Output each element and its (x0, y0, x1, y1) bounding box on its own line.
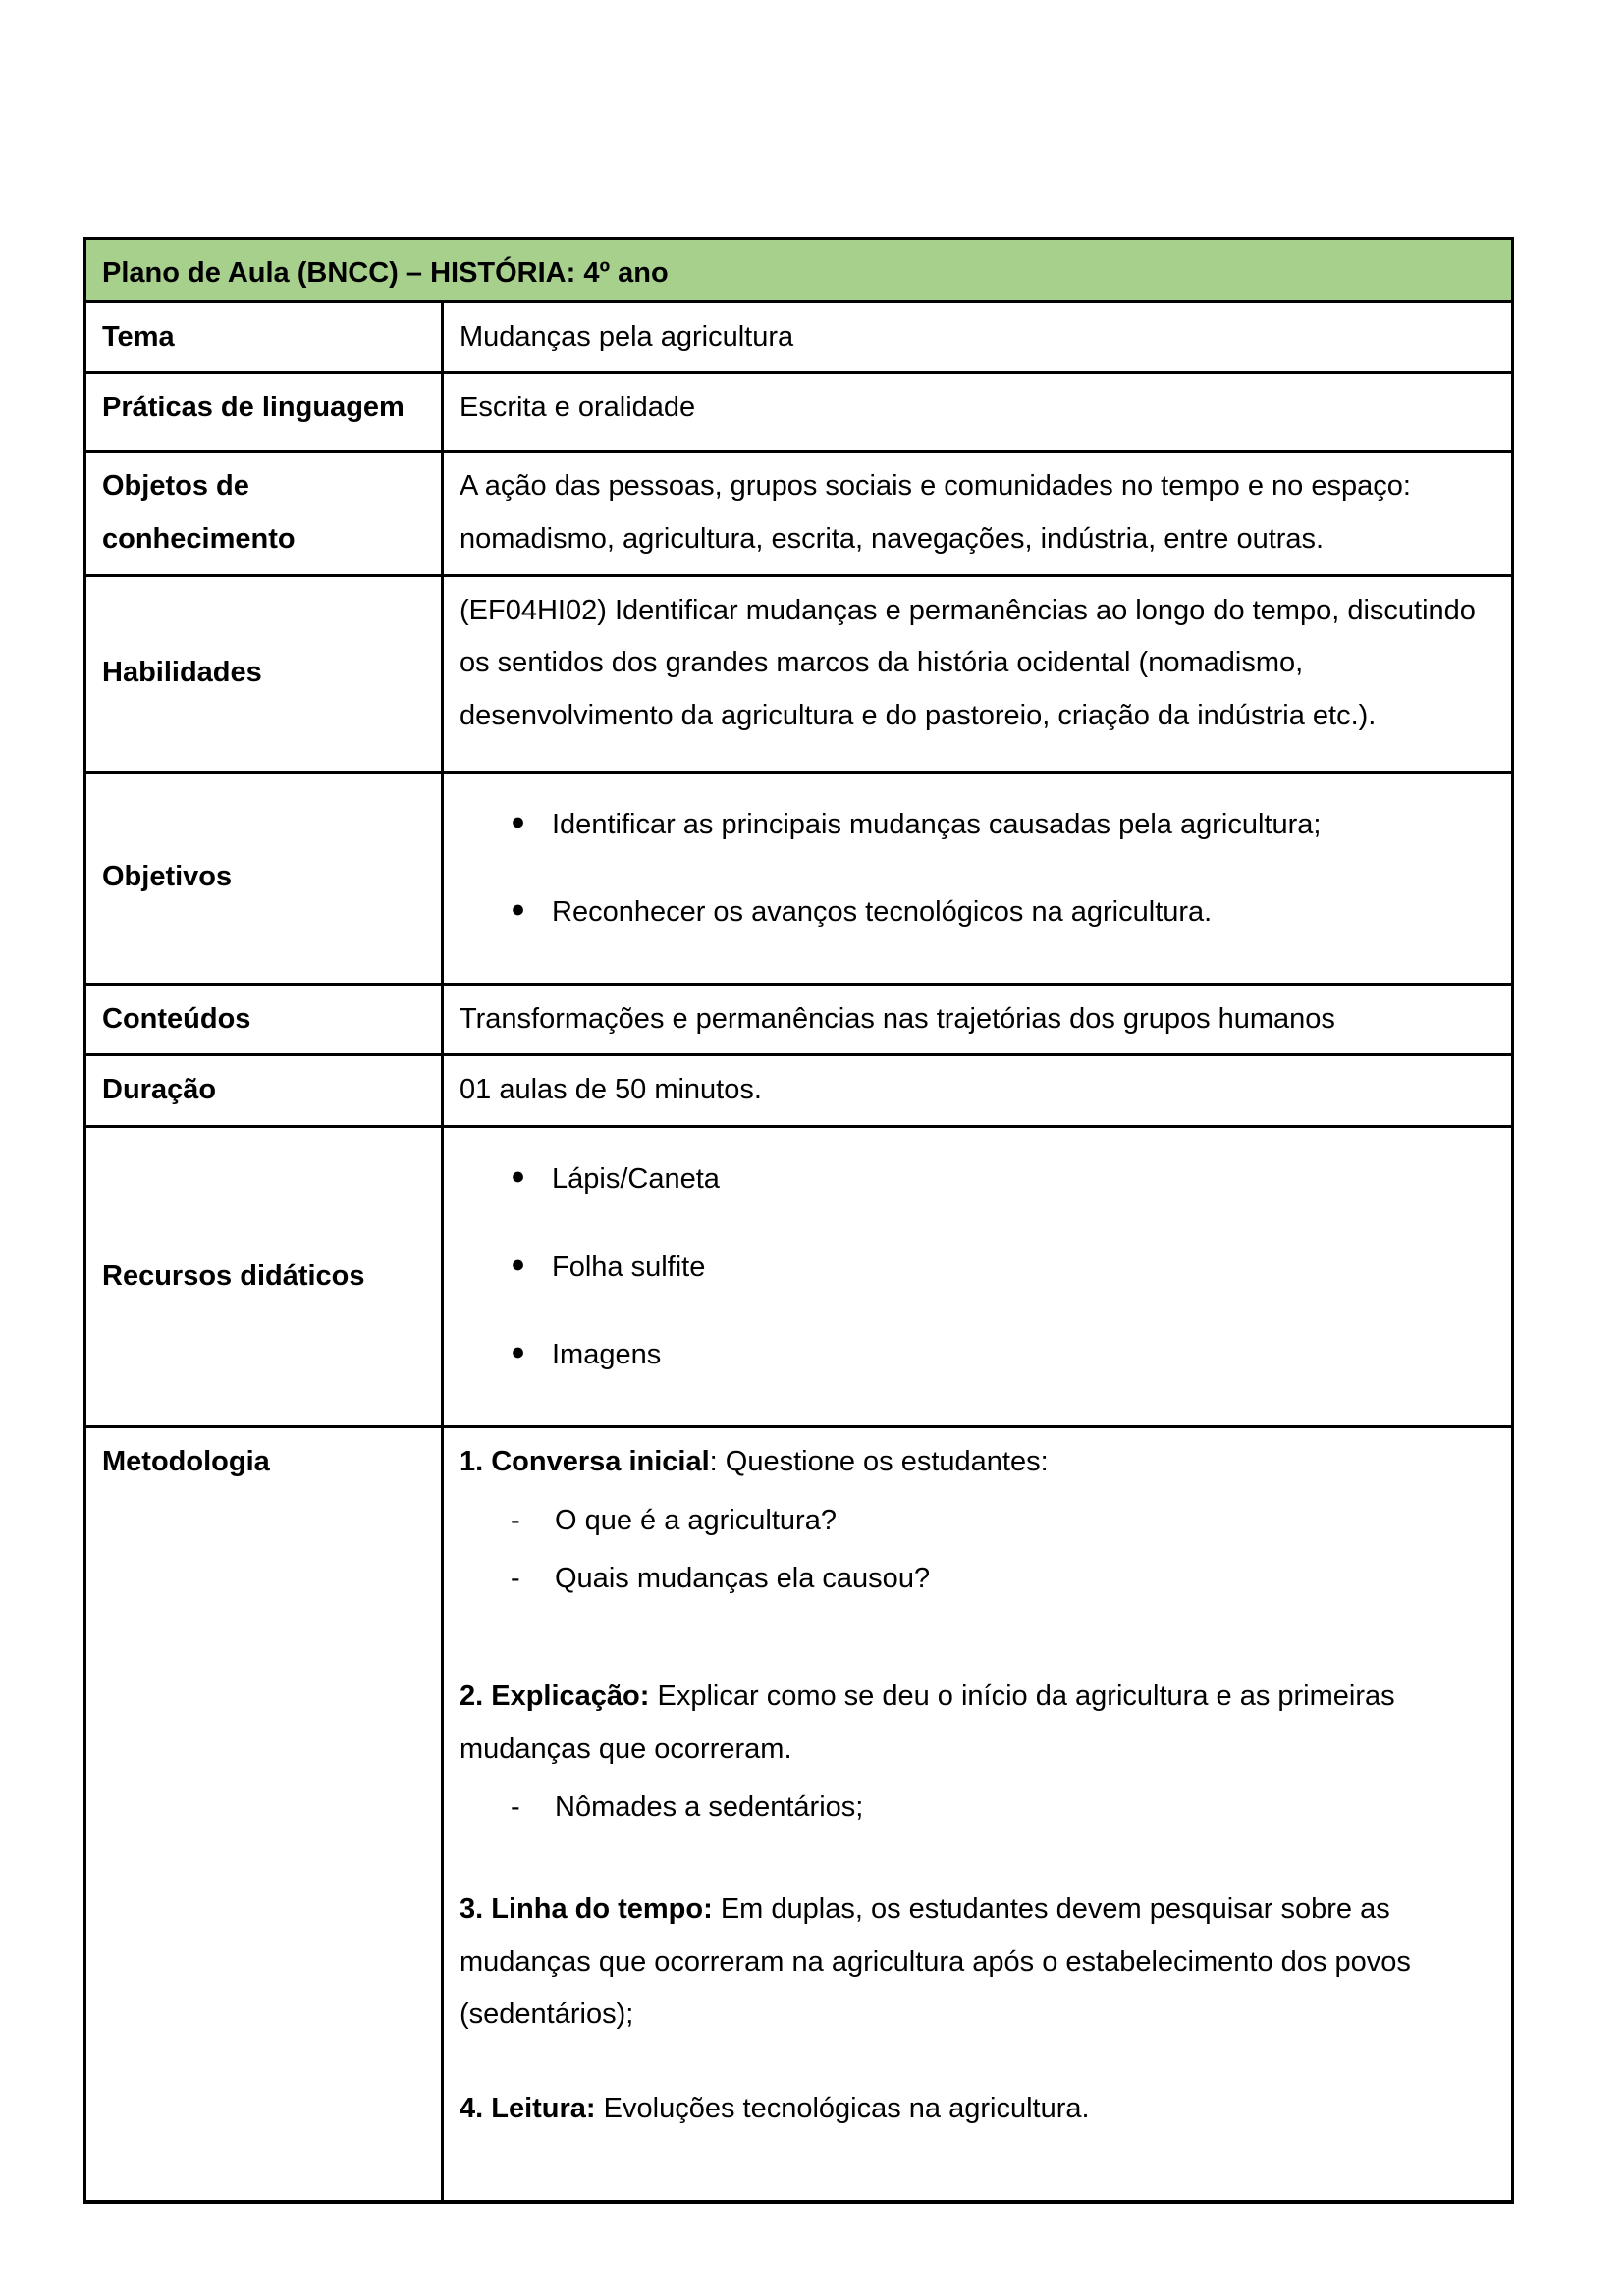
row-praticas-de-linguagem (86, 371, 1511, 450)
objective-item (460, 799, 1495, 852)
resource-text: Lápis/Caneta (552, 1163, 720, 1196)
label-tema: Tema (86, 303, 444, 372)
dash-icon: - (511, 1563, 520, 1595)
value-metodologia (444, 1428, 1511, 2200)
method-dash-item (460, 1495, 1495, 1548)
row-tema (86, 300, 1511, 372)
label-recursos-didaticos: Recursos didáticos (86, 1128, 444, 1425)
value-objetivos (444, 774, 1511, 983)
resource-text: Imagens (552, 1339, 662, 1371)
method-step-3-lead: 3. Linha do tempo: (460, 1893, 713, 1925)
bullet-icon: ● (511, 1250, 526, 1278)
row-recursos-didaticos (86, 1125, 1511, 1425)
method-step-2-lead: 2. Explicação: (460, 1680, 650, 1712)
label-objetos-de-conhecimento: Objetos de conhecimento (86, 453, 444, 573)
method-dash-text: Nômades a sedentários; (555, 1791, 864, 1824)
bullet-icon: ● (511, 1162, 526, 1191)
resource-text: Folha sulfite (552, 1251, 706, 1283)
method-step-3 (460, 1884, 1495, 2042)
value-objetos-de-conhecimento: A ação das pessoas, grupos sociais e comunidades no tempo e no espaço: nomadismo, agricultura, escrita, navegações, indústria, entre outras. (460, 470, 1411, 555)
dash-icon: - (511, 1504, 520, 1536)
label-duracao: Duração (86, 1056, 444, 1125)
table-header-row (86, 240, 1511, 300)
method-step-3-rest: Em duplas, os estudantes devem pesquisar sobre as mudanças que ocorreram na agricultura após o estabelecimento dos povos (sedentários); (460, 1893, 1411, 2031)
method-step-4 (460, 2083, 1495, 2136)
method-step-2-rest: Explicar como se deu o início da agricultura e as primeiras mudanças que ocorreram. (460, 1680, 1395, 1765)
label-metodologia: Metodologia (86, 1428, 444, 2200)
lesson-plan-table (83, 237, 1514, 2204)
method-step-4-lead: 4. Leitura: (460, 2092, 596, 2124)
table-title: Plano de Aula (BNCC) – HISTÓRIA: 4º ano (102, 257, 669, 289)
label-praticas-de-linguagem: Práticas de linguagem (86, 374, 444, 450)
dash-icon: - (511, 1791, 520, 1824)
method-dash-text: O que é a agricultura? (555, 1504, 837, 1536)
value-duracao: 01 aulas de 50 minutos. (460, 1074, 762, 1106)
resource-item (460, 1329, 1495, 1382)
row-metodologia (86, 1425, 1511, 2200)
method-step-2 (460, 1671, 1495, 1776)
resource-item (460, 1242, 1495, 1295)
resource-item (460, 1153, 1495, 1206)
value-conteudos: Transformações e permanências nas trajetórias dos grupos humanos (460, 1002, 1335, 1035)
value-tema: Mudanças pela agricultura (460, 320, 794, 352)
method-step-4-rest: Evoluções tecnológicas na agricultura. (595, 2092, 1090, 2124)
value-recursos-didaticos (444, 1128, 1511, 1425)
objective-item (460, 886, 1495, 939)
objective-text: Reconhecer os avanços tecnológicos na agricultura. (552, 896, 1213, 929)
row-duracao (86, 1053, 1511, 1125)
objective-text: Identificar as principais mudanças causadas pela agricultura; (552, 808, 1322, 840)
value-praticas-de-linguagem: Escrita e oralidade (460, 392, 696, 424)
row-objetivos (86, 771, 1511, 983)
row-conteudos (86, 983, 1511, 1054)
label-conteudos: Conteúdos (86, 986, 444, 1054)
method-dash-text: Quais mudanças ela causou? (555, 1563, 931, 1595)
row-objetos-de-conhecimento (86, 450, 1511, 573)
method-step-1-rest: : Questione os estudantes: (709, 1446, 1049, 1478)
label-objetivos: Objetivos (86, 774, 444, 983)
row-habilidades (86, 574, 1511, 771)
method-step-1 (460, 1436, 1495, 1489)
value-habilidades: (EF04HI02) Identificar mudanças e permanências ao longo do tempo, discutindo os sentidos dos grandes marcos da história ocidental (nomadismo, desenvolvimento da agricultura e do pastoreio, criação da indústria etc.). (460, 594, 1476, 731)
method-dash-item (460, 1553, 1495, 1606)
bullet-icon: ● (511, 807, 526, 835)
label-habilidades: Habilidades (86, 577, 444, 771)
method-dash-item (460, 1782, 1495, 1835)
bullet-icon: ● (511, 895, 526, 924)
bullet-icon: ● (511, 1338, 526, 1366)
method-step-1-lead: 1. Conversa inicial (460, 1446, 710, 1478)
